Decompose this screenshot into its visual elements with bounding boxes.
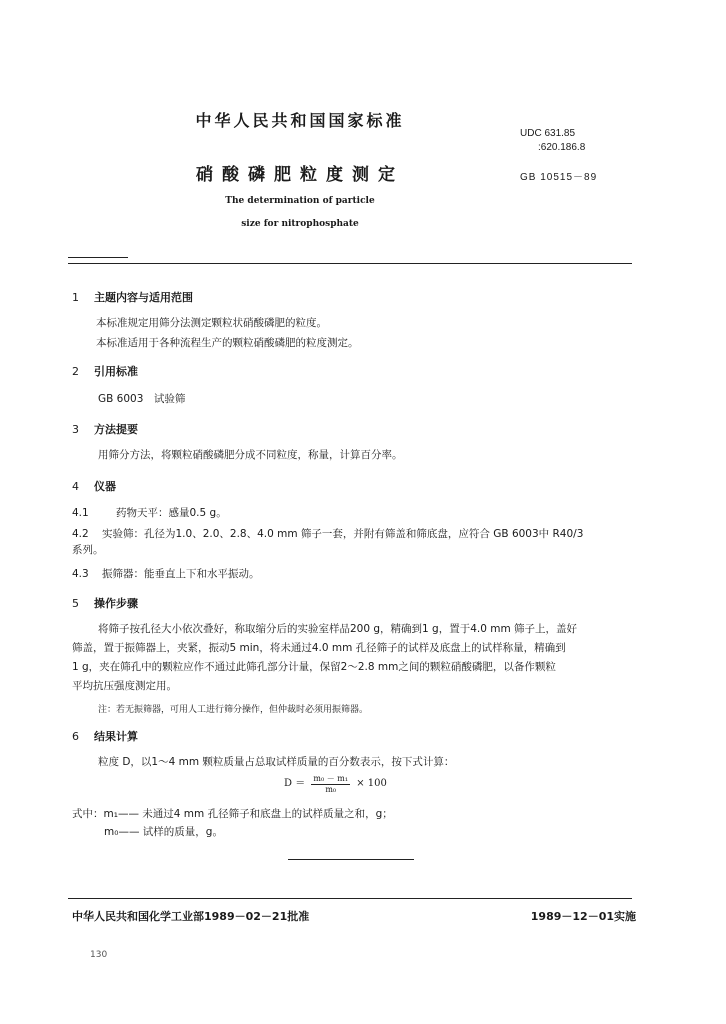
formula-denominator: m₀ [325, 785, 337, 794]
section-5-line-1: 将筛子按孔径大小依次叠好，称取缩分后的实验室样品200 g，精确到1 g，置于4.0 mm 筛子上，盖好 [98, 623, 578, 635]
item-number: 4.1 [72, 507, 89, 519]
granularity-formula [284, 773, 387, 797]
section-number: 6 [72, 730, 79, 743]
section-5-heading [72, 595, 138, 611]
section-1-heading [72, 289, 193, 305]
footer-rule [68, 898, 632, 899]
formula-lhs: D ＝ [284, 778, 306, 789]
header-rule [68, 263, 632, 264]
end-of-text-rule [288, 859, 414, 860]
section-number: 4 [72, 480, 79, 493]
implementation-date: 1989－12－01实施 [530, 910, 636, 923]
item-number: 4.2 [72, 528, 89, 540]
section-5-line-2: 筛盖，置于振筛器上，夹紧，振动5 min，将未通过4.0 mm 孔径筛子的试样及底盘上的试样称量，精确到 [72, 642, 566, 654]
section-number: 3 [72, 423, 79, 436]
page-number: 130 [90, 950, 108, 960]
section-title: 方法提要 [94, 423, 138, 436]
section-5-line-4: 平均抗压强度测定用。 [72, 680, 177, 692]
gb-number: GB 10515－89 [520, 172, 598, 183]
english-title-line2: size for nitrophosphate [241, 219, 359, 229]
section-1-paragraph-1: 本标准规定用筛分法测定颗粒状硝酸磷肥的粒度。 [96, 317, 327, 329]
item-4-2-continued: 系列。 [72, 544, 104, 556]
item-text: 振筛器：能垂直上下和水平振动。 [102, 568, 260, 580]
item-4-2 [72, 526, 632, 542]
english-title-line1: The determination of particle [225, 196, 375, 206]
item-4-3 [72, 566, 260, 582]
formula-fraction [311, 773, 350, 794]
item-text: 实验筛：孔径为1.0、2.0、2.8、4.0 mm 筛子一套，并附有筛盖和筛底盘，应符合 GB 6003中 R40/3 [102, 528, 584, 540]
item-number: 4.3 [72, 568, 89, 580]
item-4-1 [72, 505, 227, 521]
udc-code-line2: :620.186.8 [538, 142, 586, 153]
section-5-note: 注：若无振筛器，可用人工进行筛分操作，但仲裁时必须用振筛器。 [98, 705, 369, 715]
udc-code-line1: UDC 631.85 [520, 128, 576, 139]
header-rule-short [68, 257, 128, 258]
section-4-heading [72, 478, 116, 494]
item-text: 药物天平：感量0.5 g。 [116, 507, 227, 519]
section-6-heading [72, 728, 138, 744]
formula-numerator: m₀ － m₁ [313, 774, 349, 783]
formula-rhs: × 100 [356, 778, 387, 789]
section-2-heading [72, 363, 138, 379]
section-number: 5 [72, 597, 79, 610]
section-3-heading [72, 421, 138, 437]
section-1-paragraph-2: 本标准适用于各种流程生产的颗粒硝酸磷肥的粒度测定。 [96, 337, 359, 349]
section-number: 1 [72, 291, 79, 304]
formula-where-1 [72, 806, 393, 822]
section-title: 主题内容与适用范围 [94, 291, 193, 304]
section-number: 2 [72, 365, 79, 378]
approval-statement: 中华人民共和国化学工业部1989－02－21批准 [72, 910, 310, 923]
section-title: 引用标准 [94, 365, 138, 378]
where-label: 式中： [72, 808, 104, 820]
section-title: 仪器 [94, 480, 116, 493]
section-6-paragraph: 粒度 D，以1～4 mm 颗粒质量占总取试样质量的百分数表示，按下式计算： [98, 756, 455, 768]
section-2-reference: GB 6003 试验筛 [98, 393, 186, 405]
issuing-organization: 中华人民共和国国家标准 [195, 111, 405, 130]
section-5-line-3: 1 g，夹在筛孔中的颗粒应作不通过此筛孔部分计量，保留2～2.8 mm之间的颗粒硝酸磷肥，以备作颗粒 [72, 661, 556, 673]
section-3-paragraph: 用筛分方法，将颗粒硝酸磷肥分成不同粒度，称量，计算百分率。 [98, 449, 403, 461]
section-title: 操作步骤 [94, 597, 138, 610]
standard-title: 硝酸磷肥粒度测定 [196, 165, 404, 185]
where-definition: m₁—— 未通过4 mm 孔径筛子和底盘上的试样质量之和，g； [103, 808, 393, 820]
formula-where-2: m₀—— 试样的质量，g。 [104, 826, 223, 838]
section-title: 结果计算 [94, 730, 138, 743]
